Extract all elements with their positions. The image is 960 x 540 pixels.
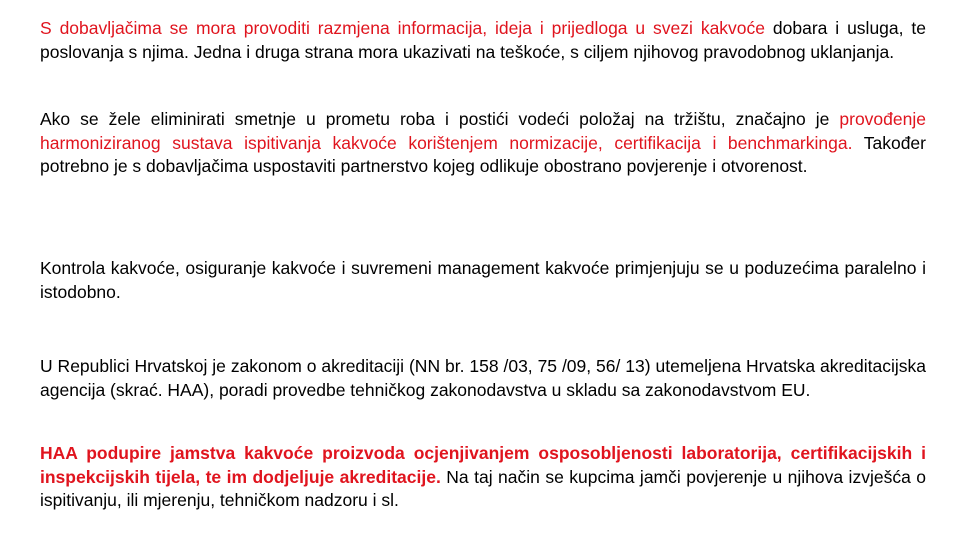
paragraph-supplier-exchange bbox=[40, 17, 926, 64]
body-text: Ako se žele eliminirati smetnje u prometu roba i postići vodeći položaj na tržištu, značajno je bbox=[40, 109, 840, 129]
body-text: Također potrebno je s dobavljačima uspostaviti partnerstvo kojeg odlikuje obostrano povjerenje i otvorenost. bbox=[40, 132, 926, 176]
paragraph-quality-control bbox=[40, 257, 926, 304]
paragraph-haa-support bbox=[40, 442, 926, 513]
highlighted-bold-text: HAA podupire jamstva kakvoće proizvoda ocjenjivanjem osposobljenosti laboratorija, certifikacijskih i inspekcijskih tijela, te im dodjeljuje akreditacije. bbox=[40, 443, 926, 487]
paragraph-accreditation-law bbox=[40, 355, 926, 402]
highlighted-text: S dobavljačima se mora provoditi razmjena informacija, ideja i prijedloga u svezi kakvoće bbox=[40, 18, 766, 38]
body-text: Na taj način se kupcima jamči povjerenje u njihova izvješća o ispitivanju, ili mjerenju, tehničkom nadzoru i sl. bbox=[40, 466, 926, 510]
body-text: Kontrola kakvoće, osiguranje kakvoće i suvremeni management kakvoće primjenjuju se u poduzećima paralelno i istodobno. bbox=[40, 258, 926, 302]
highlighted-text: provođenje harmoniziranog sustava ispitivanja kakvoće korištenjem normizacije, certifikacija i benchmarkinga. bbox=[40, 109, 926, 153]
paragraph-market-position bbox=[40, 108, 926, 179]
body-text: U Republici Hrvatskoj je zakonom o akreditaciji (NN br. 158 /03, 75 /09, 56/ 13) utemeljena Hrvatska akreditacijska agencija (skrać. HAA), poradi provedbe tehničkog zakonodavstva u skladu sa zakonodavstvom EU. bbox=[40, 356, 926, 400]
body-text: dobara i usluga, te poslovanja s njima. Jedna i druga strana mora ukazivati na teškoće, s ciljem njihovog pravodobnog uklanjanja. bbox=[40, 18, 926, 62]
